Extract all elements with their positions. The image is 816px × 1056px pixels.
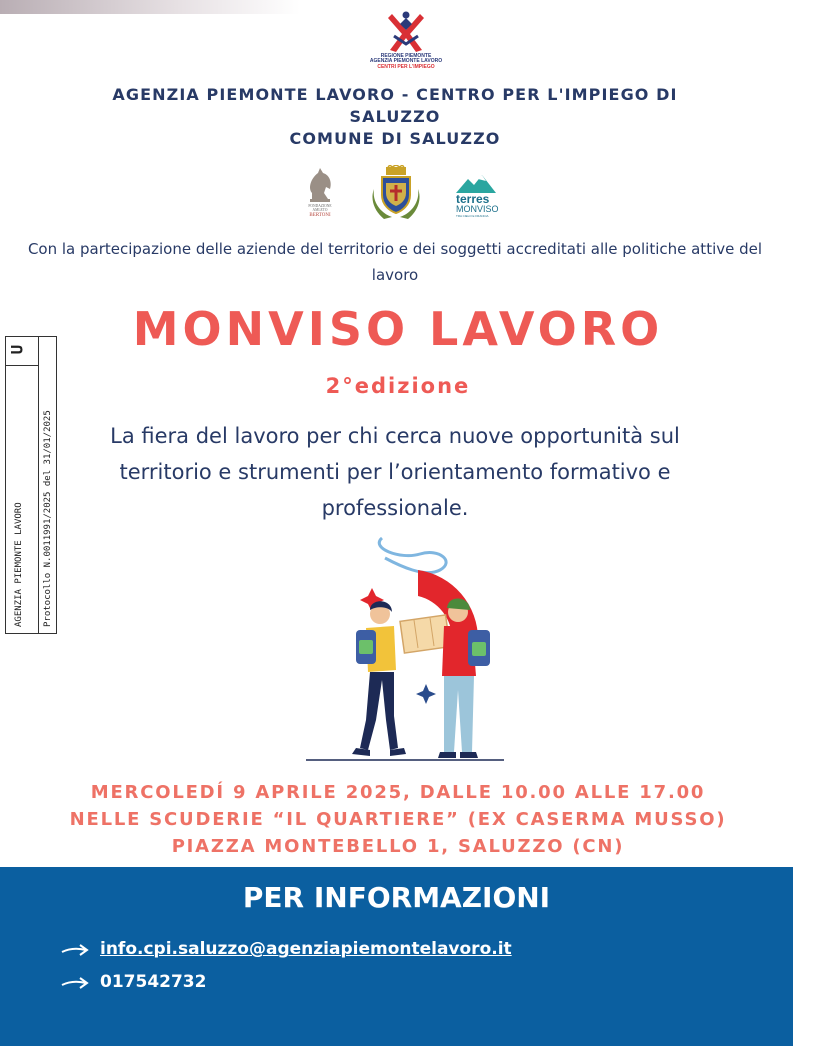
centri-caption-line: CENTRI PER L'IMPIEGO xyxy=(377,63,435,70)
region-caption-line: REGIONE PIEMONTE xyxy=(380,53,432,59)
monviso-text: MONVISO xyxy=(456,204,499,214)
travelers-with-map-icon xyxy=(290,530,520,770)
phone-number: 017542732 xyxy=(100,972,207,992)
region-logo-caption xyxy=(366,54,446,70)
organization-header xyxy=(0,84,790,150)
edition-label: 2°edizione xyxy=(325,374,471,398)
fondazione-text-3: BERTONI xyxy=(309,213,331,218)
fondazione-text-1: FONDAZIONE xyxy=(308,204,332,208)
partner-logos-row xyxy=(300,165,515,221)
terres-monviso-logo xyxy=(452,173,512,223)
event-details xyxy=(0,779,796,860)
arrow-right-icon xyxy=(60,942,90,958)
chess-knight-icon xyxy=(300,165,340,219)
event-date-time: MERCOLEDÍ 9 APRILE 2025, DALLE 10.00 ALLE 17.00 xyxy=(90,782,706,803)
participation-text: Con la partecipazione delle aziende del territorio e dei soggetti accreditati alle politiche attive del lavoro xyxy=(27,240,763,284)
hikers-illustration xyxy=(290,530,520,770)
top-decorative-fade xyxy=(0,0,300,14)
fondazione-text-2: AMLETO xyxy=(312,208,328,212)
event-title: MONVISO LAVORO xyxy=(132,302,664,356)
terres-tagline-text: TRA CIELO E FRANCIA xyxy=(456,214,489,218)
coat-of-arms-icon xyxy=(368,165,424,221)
email-link[interactable]: info.cpi.saluzzo@agenziapiemontelavoro.it xyxy=(100,939,512,959)
terres-text: terres xyxy=(456,192,490,206)
info-title: PER INFORMAZIONI xyxy=(242,881,551,914)
event-address: PIAZZA MONTEBELLO 1, SALUZZO (CN) xyxy=(171,836,625,857)
stamp-agency-text: AGENZIA PIEMONTE LAVORO xyxy=(14,502,24,627)
org-header-line-1: AGENZIA PIEMONTE LAVORO - CENTRO PER L'IMPIEGO DI xyxy=(112,85,678,104)
event-description: La fiera del lavoro per chi cerca nuove opportunità sul territorio e strumenti per l’orientamento formativo e professionale. xyxy=(110,424,680,520)
mountain-icon xyxy=(452,173,512,219)
stamp-protocol-text: Protocollo N.0011991/2025 del 31/01/2025 xyxy=(43,410,53,627)
saluzzo-coat-of-arms xyxy=(368,165,424,225)
fondazione-bertoni-logo xyxy=(300,165,340,223)
arrow-right-icon xyxy=(60,975,90,991)
org-header-line-2: SALUZZO xyxy=(349,107,441,126)
info-band xyxy=(0,867,793,1046)
agency-caption-line: AGENZIA PIEMONTE LAVORO xyxy=(369,58,443,65)
regione-piemonte-logo xyxy=(366,10,446,72)
stamp-letter: U xyxy=(7,344,27,355)
org-header-line-3: COMUNE DI SALUZZO xyxy=(289,129,501,148)
stamp-divider-horizontal xyxy=(6,365,38,366)
agency-emblem-icon xyxy=(386,10,426,54)
event-venue: NELLE SCUDERIE “IL QUARTIERE” (EX CASERMA MUSSO) xyxy=(69,809,727,830)
